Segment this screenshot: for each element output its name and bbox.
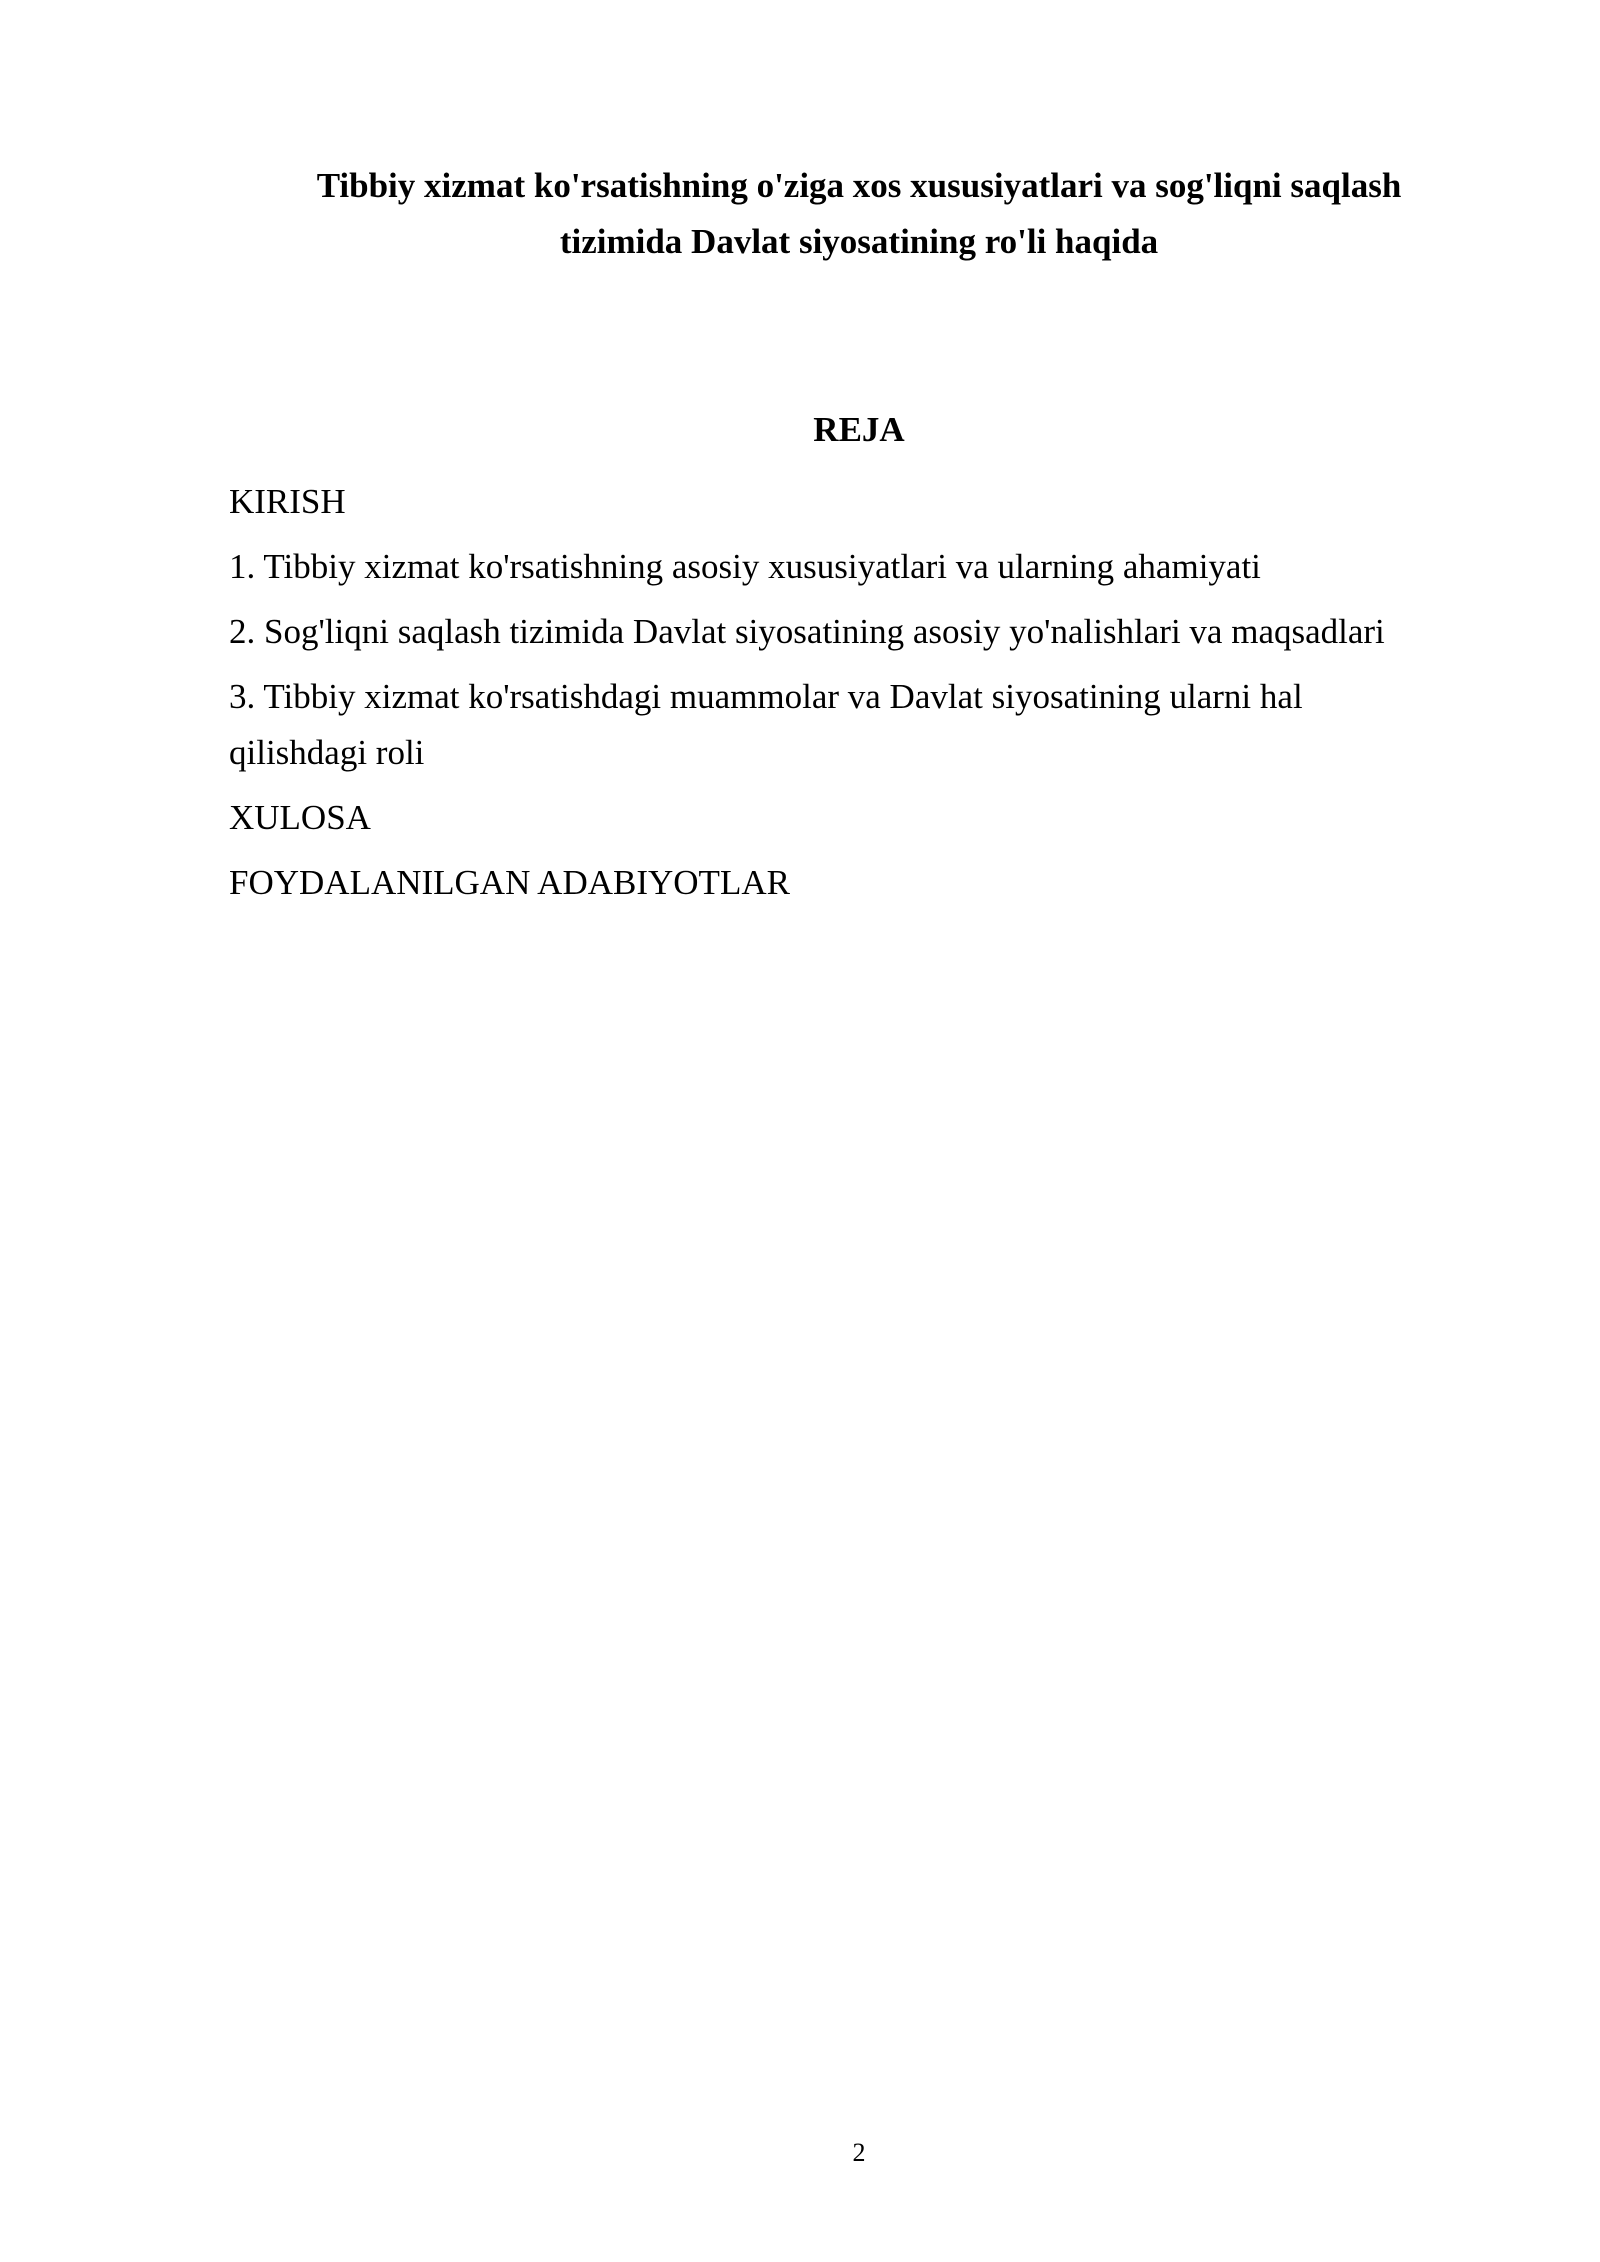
plan-item-line: FOYDALANILGAN ADABIYOTLAR xyxy=(229,863,790,902)
plan-heading: REJA xyxy=(813,410,905,449)
plan-item-introduction xyxy=(229,474,1519,530)
plan-item-line: 2. Sog'liqni saqlash tizimida Davlat siyosatining asosiy yo'nalishlari va maqsadlari xyxy=(229,612,1385,651)
page-number: 2 xyxy=(852,2138,866,2167)
plan-item-line: KIRISH xyxy=(229,482,346,521)
plan-item-line: XULOSA xyxy=(229,798,371,837)
plan-item-2 xyxy=(229,604,1519,660)
plan-item-references xyxy=(229,855,1519,911)
plan-item-line: 1. Tibbiy xizmat ko'rsatishning asosiy xususiyatlari va ularning ahamiyati xyxy=(229,547,1261,586)
plan-item-1 xyxy=(229,539,1519,595)
plan-list xyxy=(229,474,1519,920)
document-title xyxy=(229,158,1489,270)
plan-item-line: qilishdagi roli xyxy=(229,733,425,772)
plan-item-line: 3. Tibbiy xizmat ko'rsatishdagi muammolar va Davlat siyosatining ularni hal xyxy=(229,677,1303,716)
document-title-line-1: Tibbiy xizmat ko'rsatishning o'ziga xos xususiyatlari va sog'liqni saqlash xyxy=(316,166,1402,205)
document-title-line-2: tizimida Davlat siyosatining ro'li haqida xyxy=(559,222,1159,261)
plan-item-conclusion xyxy=(229,790,1519,846)
plan-item-3 xyxy=(229,669,1519,781)
